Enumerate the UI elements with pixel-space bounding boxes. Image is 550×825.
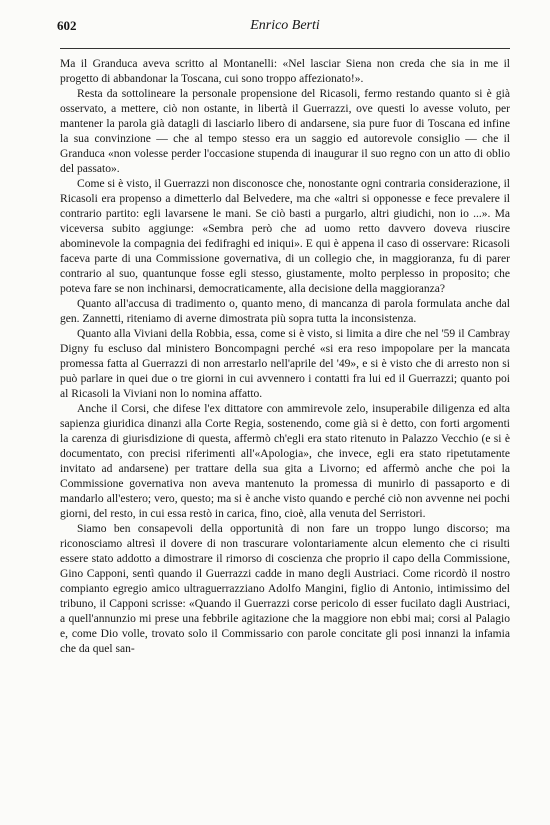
paragraph: Anche il Corsi, che difese l'ex dittatore con ammirevole zelo, insuperabile diligenza ed alta sapienza giuridica dinanzi alla Corte Regia, sostenendo, come già si è detto, con forti argomenti la carenza di giurisdizione di questa, affermò ch'egli era stato ritenuto in Palazzo Vecchio (e si è documentato, con precisi riferimenti all'«Apologia», che invece, egli era stato ripetutamente invitato ad andarsene) per trattare della sua gita a Livorno; ed affermò anche che poi la Commissione governativa non aveva mantenuto la promessa di munirlo di passaporto e di mandarlo all'estero; vero, questo; ma si è anche visto quando e perché ciò non avvenne nei pochi giorni, del resto, in cui essa restò in carica, fino, cioè, alla venuta del Serristori. <box>60 403 510 520</box>
paragraph: Resta da sottolineare la personale propensione del Ricasoli, fermo restando quanto si è già osservato, a mettere, ciò non ostante, in libertà il Guerrazzi, ove questi lo avesse voluto, per mantener la parola già datagli di lasciarlo libero di andarsene, sia pure fuor di Toscana ed infine la sua convinzione — che al tempo stesso era un saggio ed autorevole consiglio — che il Granduca «non volesse perder l'occasione stupenda di inaugurar il suo regno con un atto di oblio del passato». <box>60 88 510 175</box>
header-rule <box>60 48 510 49</box>
page-number: 602 <box>57 18 77 33</box>
page-header <box>57 18 510 44</box>
running-title: Enrico Berti <box>250 18 320 33</box>
paragraph: Ma il Granduca aveva scritto al Montanelli: «Nel lasciar Siena non creda che sia in me il progetto di abbandonar la Toscana, cui sono troppo affezionato!». <box>60 58 510 85</box>
page-body <box>60 57 510 657</box>
paragraph: Quanto all'accusa di tradimento o, quanto meno, di mancanza di parola formulata anche dal gen. Zannetti, riteniamo di averne dimostrata più sopra tutta la inconsistenza. <box>60 298 510 325</box>
paragraph: Come si è visto, il Guerrazzi non disconosce che, nonostante ogni contraria considerazione, il Ricasoli era propenso a dimetterlo dal Belvedere, ma che «altri si opponesse e fece prevalere il contrario partito: egli lavarsene le mani. Se ciò basti a purgarlo, altri giudichi, non io ...». Ma viceversa subito aggiunge: «Sembra però che ad uomo retto davvero doveva riuscire abominevole la compagnia dei fedifraghi ed iniqui». E qui è appena il caso di osservare: Ricasoli faceva parte di una Commissione governativa, di un collegio che, in maggioranza, fu di parer contrario al suo, quantunque fosse egli stesso, giustamente, molto perplesso in proposito; che poteva fare se non inchinarsi, democraticamente, alla decisione della maggioranza? <box>60 178 510 295</box>
paragraph: Quanto alla Viviani della Robbia, essa, come si è visto, si limita a dire che nel '59 il Cambray Digny fu escluso dal ministero Boncompagni perché «si era reso impopolare per la mancata promessa fatta al Guerrazzi di non arrestarlo nell'aprile del '49», e si è visto che di arresto non si può parlare in quei due o tre giorni in cui avvennero i contatti fra lui ed il Guerrazzi; quanto poi al Ricasoli la Viviani non lo nomina affatto. <box>60 328 510 400</box>
paragraph: Siamo ben consapevoli della opportunità di non fare un troppo lungo discorso; ma riconosciamo altresì il dovere di non trascurare volontariamente alcun elemento che ci risulti essere stato addotto a dimostrare il rimorso di coscienza che proprio il capo della Commissione, Gino Capponi, sentì quando il Guerrazzi cadde in mano degli Austriaci. Come ricordò il nostro compianto egregio amico ultraguerrazziano Adolfo Mangini, figlio di Antonio, intimissimo del tribuno, il Capponi scrisse: «Quando il Guerrazzi corse pericolo di esser fucilato dagli Austriaci, a quell'annunzio mi prese una febbrile agitazione che la maggiore non ebbi mai; corsi al Palagio e, come Dio volle, trovato solo il Commissario con parole concitate gli posi innanzi la infamia che da quel san- <box>60 523 510 655</box>
